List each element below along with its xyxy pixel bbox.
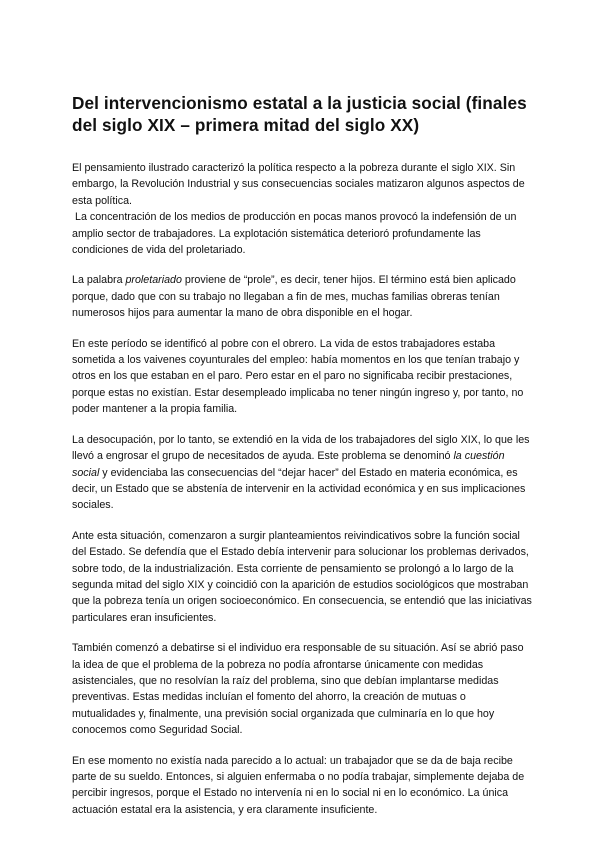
paragraph-8: En ese momento no existía nada parecido a lo actual: un trabajador que se da de baja recibe parte de su sueldo. Entonces, si alguien enfermaba o no podía trabajar, simplemente dejaba de percibir ingresos, porque el Estado no intervenía ni en lo social ni en lo económico. La única actuación estatal era la asistencia, y era claramente insuficiente.	[72, 754, 525, 816]
paragraph-2: La concentración de los medios de producción en pocas manos provocó la indefensión de un amplio sector de trabajadores. La explotación sistemática deterioró profundamente las condiciones de vida del proletariado.	[72, 211, 517, 257]
paragraph-3-text-a: La palabra	[72, 274, 126, 287]
document-title: Del intervencionismo estatal a la justicia social (finales del siglo XIX – primera mitad del siglo XX)	[72, 93, 527, 135]
paragraph-7: También comenzó a debatirse si el individuo era responsable de su situación. Así se abrió paso la idea de que el problema de la pobreza no podía afrontarse únicamente con medidas asistenciales, que no resolvían la raíz del problema, sino que debían implantarse medidas preventivas. Estas medidas incluían el fomento del ahorro, la creación de mutuas o mutualidades y, finalmente, una previsión social organizada que culminaría en lo que hoy conocemos como Seguridad Social.	[72, 642, 524, 737]
paragraph-5	[72, 432, 532, 514]
document-page	[72, 92, 532, 832]
paragraph-6: Ante esta situación, comenzaron a surgir planteamientos reivindicativos sobre la función social del Estado. Se defendía que el Estado debía intervenir para solucionar los problemas derivados, sobre todo, de la industrialización. Esta corriente de pensamiento se prolongó a lo largo de la segunda mitad del siglo XIX y coincidió con la aparición de estudios sociológicos que mostraban que la pobreza tenía un origen socioeconómico. En consecuencia, se entendió que las iniciativas particulares eran insuficientes.	[72, 529, 532, 624]
paragraph-5-emphasis: la cuestión social	[72, 450, 505, 479]
paragraph-3-emphasis: proletariado	[125, 274, 182, 287]
paragraph-4: En este período se identificó al pobre con el obrero. La vida de estos trabajadores estaba sometida a los vaivenes coyunturales del empleo: había momentos en los que tenían trabajo y otros en los que estaban en el paro. Pero estar en el paro no significaba recibir prestaciones, porque estas no existían. Estar desempleado implicaba no tener ningún ingreso y, por tanto, no poder mantener a la propia familia.	[72, 337, 524, 416]
paragraph-3	[72, 272, 532, 321]
paragraph-5-text-b: y evidenciaba las consecuencias del “dejar hacer” del Estado en materia económica, es decir, un Estado que se abstenía de intervenir en la actividad económica y en sus implicaciones sociales.	[72, 466, 526, 512]
paragraph-1: El pensamiento ilustrado caracterizó la política respecto a la pobreza durante el siglo XIX. Sin embargo, la Revolución Industrial y sus consecuencias sociales matizaron algunos aspectos de esta política.	[72, 162, 525, 207]
paragraph-5-text-a: La desocupación, por lo tanto, se extendió en la vida de los trabajadores del siglo XIX, lo que les llevó a engrosar el grupo de necesitados de ayuda. Este problema se denominó	[72, 433, 530, 463]
paragraph-3-text-b: proviene de “prole”, es decir, tener hijos. El término está bien aplicado porque, dado que con su trabajo no llegaban a fin de mes, muchas familias obreras tenían numerosos hijos para aumentar la mano de obra disponible en el hogar.	[72, 274, 516, 320]
